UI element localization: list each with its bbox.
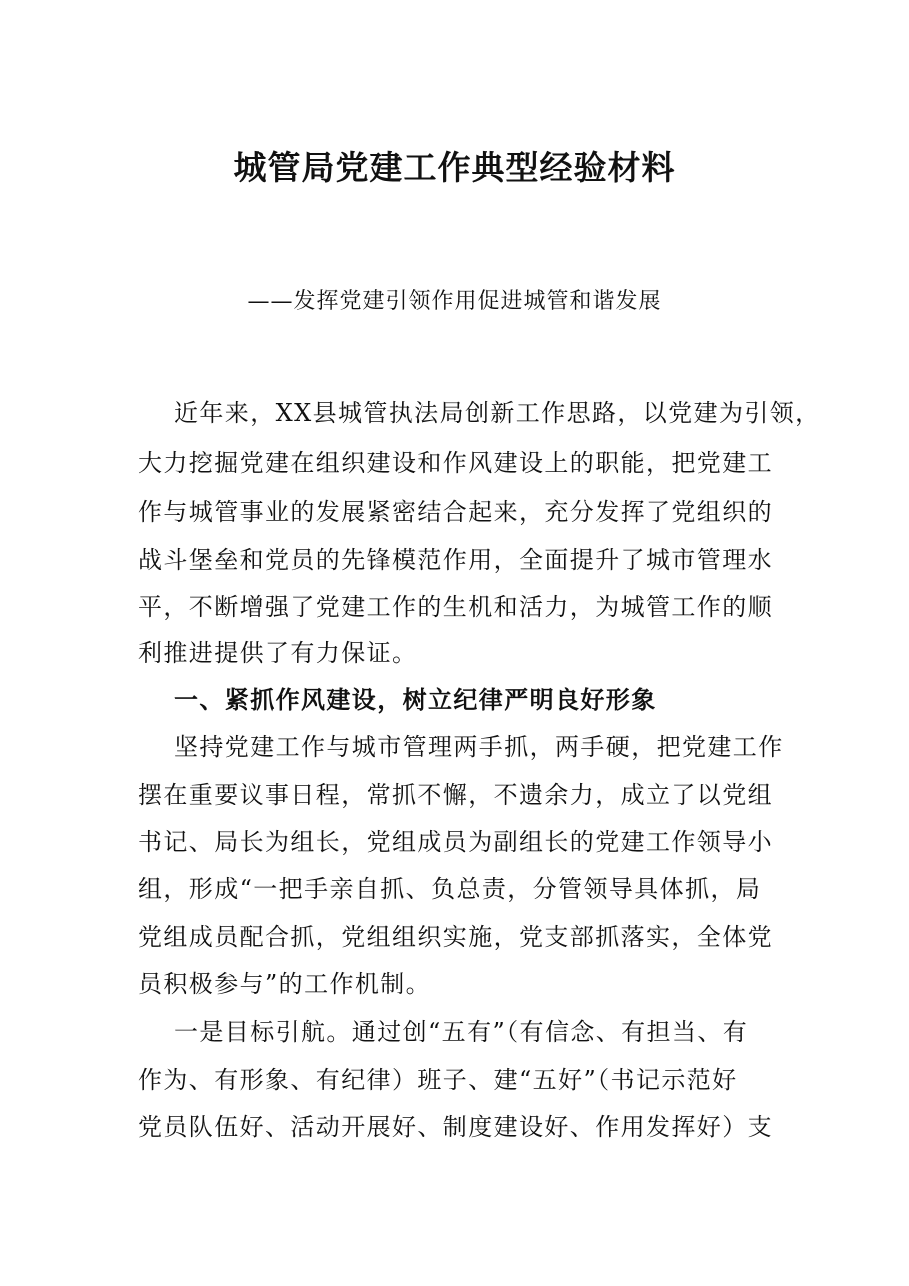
document-subtitle: ——发挥党建引领作用促进城管和谐发展	[247, 289, 662, 314]
document-title: 城管局党建工作典型经验材料	[233, 148, 676, 187]
paragraph-line: 平，不断增强了党建工作的生机和活力，为城管工作的顺	[138, 593, 773, 621]
paragraph-line: 组，形成“一把手亲自抓、负总责，分管领导具体抓，局	[138, 875, 762, 903]
paragraph-line: 一是目标引航。通过创“五有”（有信念、有担当、有	[174, 1018, 749, 1046]
paragraph-line: 党员队伍好、活动开展好、制度建设好、作用发挥好）支	[138, 1113, 773, 1141]
paragraph-line: 近年来，XX县城管执法局创新工作思路，以党建为引领，	[174, 399, 821, 427]
paragraph-line: 利推进提供了有力保证。	[138, 639, 418, 667]
paragraph-line: 作为、有形象、有纪律）班子、建“五好”（书记示范好	[138, 1066, 738, 1094]
paragraph-line: 坚持党建工作与城市管理两手抓，两手硬，把党建工作	[174, 733, 784, 761]
paragraph-line: 作与城管事业的发展紧密结合起来，充分发挥了党组织的	[138, 498, 773, 526]
paragraph-line: 员积极参与”的工作机制。	[138, 970, 432, 998]
paragraph-line: 摆在重要议事日程，常抓不懈，不遗余力，成立了以党组	[138, 781, 773, 809]
paragraph-line: 大力挖掘党建在组织建设和作风建设上的职能，把党建工	[138, 449, 773, 477]
paragraph-line: 党组成员配合抓，党组组织实施，党支部抓落实，全体党	[138, 923, 773, 951]
paragraph-line: 战斗堡垒和党员的先锋模范作用，全面提升了城市管理水	[138, 546, 773, 574]
section-heading: 一、紧抓作风建设，树立纪律严明良好形象	[174, 685, 657, 714]
paragraph-line: 书记、局长为组长，党组成员为副组长的党建工作领导小	[138, 828, 773, 856]
